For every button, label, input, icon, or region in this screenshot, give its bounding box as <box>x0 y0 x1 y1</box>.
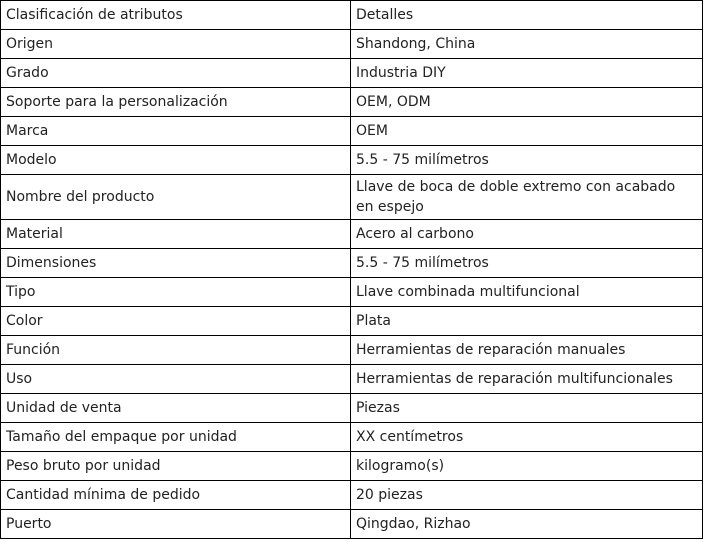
table-row <box>1 510 703 539</box>
attribute-cell: Tamaño del empaque por unidad <box>1 423 351 452</box>
attribute-cell: Color <box>1 307 351 336</box>
attribute-cell: Puerto <box>1 510 351 539</box>
table-row <box>1 365 703 394</box>
value-cell: Industria DIY <box>351 59 703 88</box>
value-cell: XX centímetros <box>351 423 703 452</box>
value-cell: Herramientas de reparación multifuncionales <box>351 365 703 394</box>
attribute-cell: Grado <box>1 59 351 88</box>
value-cell: 5.5 - 75 milímetros <box>351 249 703 278</box>
attribute-cell: Material <box>1 220 351 249</box>
attribute-cell: Marca <box>1 117 351 146</box>
header-details: Detalles <box>351 1 703 30</box>
table-row <box>1 394 703 423</box>
value-cell: kilogramo(s) <box>351 452 703 481</box>
attribute-cell: Soporte para la personalización <box>1 88 351 117</box>
attribute-cell: Función <box>1 336 351 365</box>
attribute-cell: Unidad de venta <box>1 394 351 423</box>
value-cell: OEM, ODM <box>351 88 703 117</box>
value-cell: Plata <box>351 307 703 336</box>
table-row <box>1 307 703 336</box>
value-cell: OEM <box>351 117 703 146</box>
table-row <box>1 59 703 88</box>
table-row <box>1 278 703 307</box>
table-row <box>1 481 703 510</box>
value-cell: Acero al carbono <box>351 220 703 249</box>
table-header-row <box>1 1 703 30</box>
table-row <box>1 117 703 146</box>
table-row <box>1 452 703 481</box>
value-cell: Herramientas de reparación manuales <box>351 336 703 365</box>
table-row <box>1 249 703 278</box>
attribute-cell: Cantidad mínima de pedido <box>1 481 351 510</box>
header-attribute: Clasificación de atributos <box>1 1 351 30</box>
table-row <box>1 336 703 365</box>
table-row <box>1 88 703 117</box>
attribute-cell: Origen <box>1 30 351 59</box>
attribute-cell: Uso <box>1 365 351 394</box>
table-row <box>1 146 703 175</box>
table-row <box>1 423 703 452</box>
attribute-cell: Peso bruto por unidad <box>1 452 351 481</box>
table-row <box>1 220 703 249</box>
value-cell: Qingdao, Rizhao <box>351 510 703 539</box>
table-row <box>1 30 703 59</box>
value-cell: Llave combinada multifuncional <box>351 278 703 307</box>
value-cell: 20 piezas <box>351 481 703 510</box>
attribute-cell: Tipo <box>1 278 351 307</box>
table-row <box>1 175 703 220</box>
attribute-cell: Nombre del producto <box>1 175 351 220</box>
value-cell: Piezas <box>351 394 703 423</box>
value-cell: Llave de boca de doble extremo con acabado en espejo <box>351 175 703 220</box>
attribute-cell: Modelo <box>1 146 351 175</box>
attribute-cell: Dimensiones <box>1 249 351 278</box>
value-cell: 5.5 - 75 milímetros <box>351 146 703 175</box>
value-cell: Shandong, China <box>351 30 703 59</box>
